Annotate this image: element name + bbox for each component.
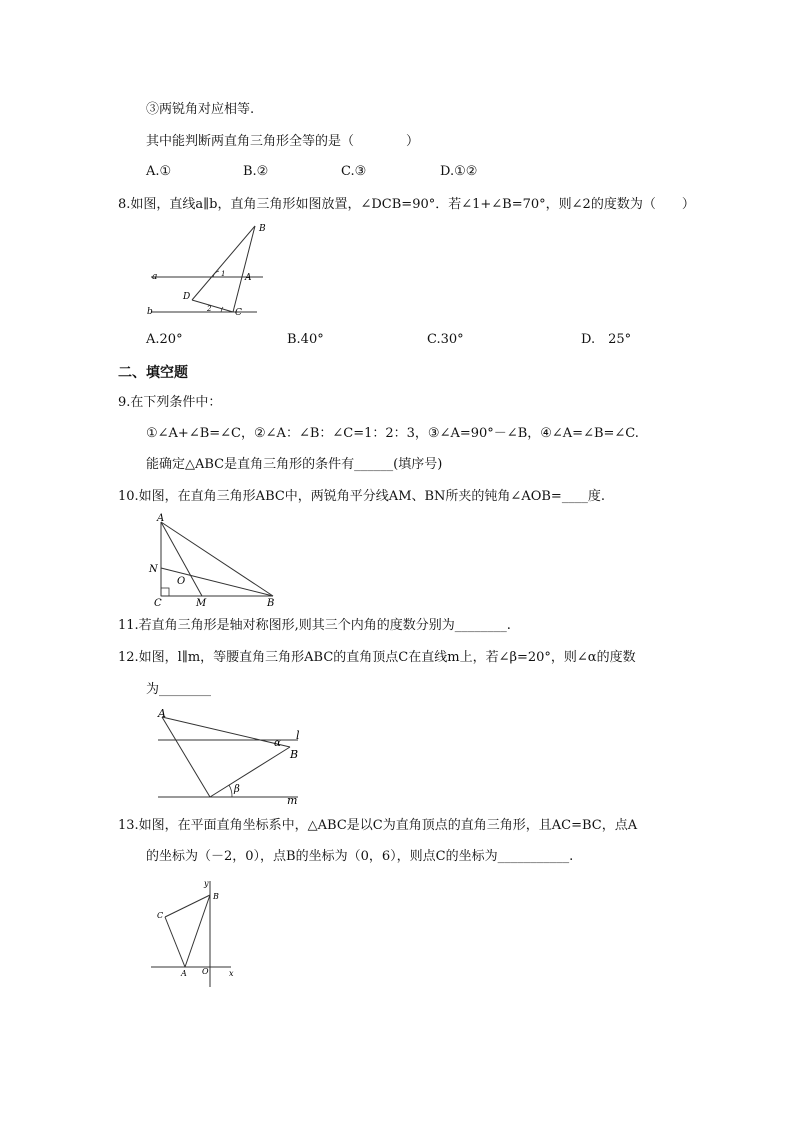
q10-figure bbox=[143, 512, 283, 608]
q9-stem: 9.在下列条件中： bbox=[118, 395, 222, 410]
q12-label-m: m bbox=[287, 794, 298, 807]
q13-side-ac bbox=[165, 917, 185, 967]
q12-side-cb bbox=[210, 747, 290, 797]
q7-option-a: A.① bbox=[146, 164, 172, 179]
q7-item3: ③两锐角对应相等. bbox=[146, 102, 255, 117]
q10-label-N: N bbox=[149, 564, 158, 575]
q10-label-A: A bbox=[157, 513, 165, 524]
q13-label-B: B bbox=[213, 892, 219, 901]
q7-question: 其中能判断两直角三角形全等的是（ ） bbox=[146, 134, 420, 149]
q8-label-B: B bbox=[259, 224, 266, 234]
q7-option-c: C.③ bbox=[341, 164, 367, 179]
q8-option-b: B.40° bbox=[287, 332, 324, 347]
q12-side-ab bbox=[162, 717, 290, 747]
q8-label-D: D bbox=[183, 292, 191, 302]
q13-stem-continued: 的坐标为（－2，0），点B的坐标为（0，6），则点C的坐标为___________. bbox=[146, 849, 574, 864]
q7-option-d: D.①② bbox=[440, 164, 478, 179]
q13-figure bbox=[147, 875, 247, 989]
q8-option-c: C.30° bbox=[427, 332, 464, 347]
q8-label-C: C bbox=[235, 308, 242, 318]
q13-label-O: O bbox=[202, 967, 209, 976]
q13-stem: 13.如图，在平面直角坐标系中，△ABC是以C为直角顶点的直角三角形，且AC=BC，点A bbox=[118, 818, 638, 833]
q13-label-x: x bbox=[229, 969, 234, 978]
q12-label-alpha: α bbox=[274, 738, 281, 749]
q12-figure bbox=[150, 705, 310, 807]
q9-ask: 能确定△ABC是直角三角形的条件有______(填序号) bbox=[146, 457, 443, 472]
q8-option-a: A.20° bbox=[146, 332, 183, 347]
q10-label-M: M bbox=[196, 598, 207, 608]
q10-label-C: C bbox=[154, 598, 162, 608]
q12-side-ac bbox=[162, 717, 210, 797]
q10-label-O: O bbox=[177, 576, 186, 587]
q8-segment-dc bbox=[192, 300, 233, 312]
q8-label-b: b bbox=[147, 307, 153, 317]
q10-label-B: B bbox=[267, 598, 275, 608]
q13-label-C: C bbox=[157, 911, 164, 920]
q8-label-angle1: 1 bbox=[221, 270, 226, 278]
q8-stem: 8.如图，直线a∥b，直角三角形如图放置，∠DCB=90°．若∠1+∠B=70°，则∠2的度数为（ ） bbox=[118, 197, 695, 212]
q12-label-B: B bbox=[290, 748, 299, 761]
q12-label-l: l bbox=[296, 729, 300, 742]
q8-label-a: a bbox=[152, 272, 158, 282]
section-title-fill-blank: 二、填空题 bbox=[118, 365, 188, 381]
q12-stem: 12.如图，l∥m，等腰直角三角形ABC的直角顶点C在直线m上，若∠β=20°，则∠α的度数 bbox=[118, 650, 636, 665]
q7-option-b: B.② bbox=[243, 164, 269, 179]
q12-stem-continued: 为________ bbox=[146, 682, 212, 697]
q8-figure bbox=[145, 220, 280, 320]
q8-label-A: A bbox=[245, 273, 252, 283]
q12-label-beta: β bbox=[234, 784, 240, 795]
q9-conditions: ①∠A+∠B=∠C，②∠A：∠B：∠C=1：2：3，③∠A=90°－∠B，④∠A=∠B=∠C. bbox=[146, 426, 639, 441]
q13-label-y: y bbox=[204, 879, 209, 888]
q8-label-angle2: 2 bbox=[207, 305, 212, 313]
q10-stem: 10.如图，在直角三角形ABC中，两锐角平分线AM、BN所夹的钝角∠AOB=____度. bbox=[118, 489, 605, 504]
q13-label-A: A bbox=[181, 969, 187, 978]
q8-option-d: D. 25° bbox=[581, 332, 632, 347]
q12-label-A: A bbox=[158, 707, 166, 720]
q11-stem: 11.若直角三角形是轴对称图形,则其三个内角的度数分别为________. bbox=[118, 618, 511, 633]
